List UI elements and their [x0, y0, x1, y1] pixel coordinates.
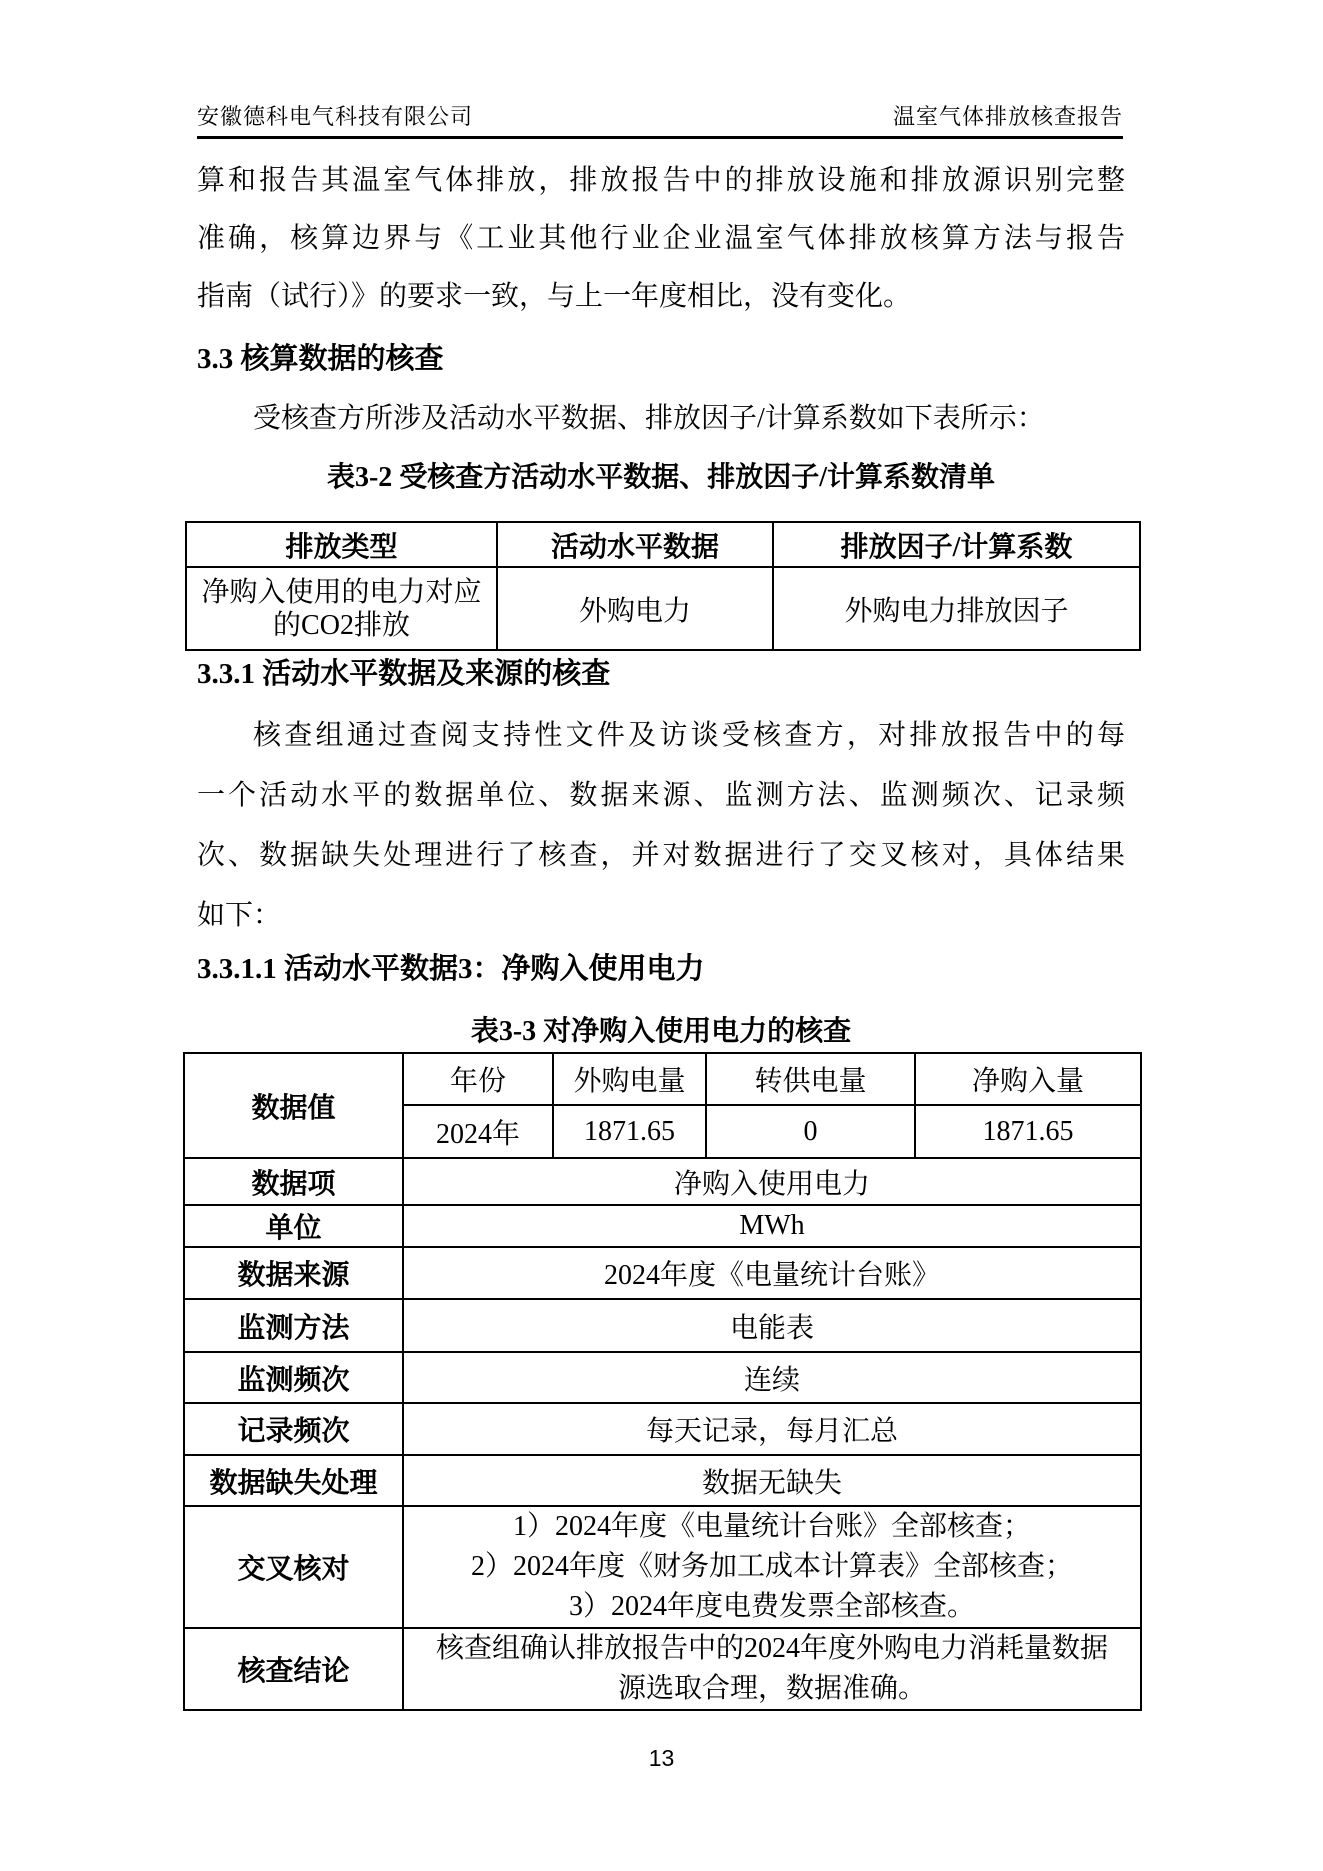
cell-data-source: 2024年度《电量统计台账》	[403, 1247, 1141, 1299]
cell-label-missing-data: 数据缺失处理	[184, 1455, 403, 1506]
table-net-purchased-electricity	[183, 1052, 1142, 1711]
cell-transferred-value: 0	[706, 1105, 915, 1158]
cell-record-frequency: 每天记录，每月汇总	[403, 1403, 1141, 1455]
paragraph-line: 指南（试行）》的要求一致，与上一年度相比，没有变化。	[197, 281, 912, 312]
header-report-title: 温室气体排放核查报告	[892, 104, 1123, 129]
header-company-name: 安徽德科电气科技有限公司	[197, 104, 474, 129]
cell-label-data-value: 数据值	[184, 1053, 403, 1158]
conclusion-line: 源选取合理，数据准确。	[617, 1673, 926, 1704]
table-row-record-frequency	[184, 1403, 1141, 1455]
cell-label-monitor-method: 监测方法	[184, 1299, 403, 1352]
paragraph-table32-intro: 受核查方所涉及活动水平数据、排放因子/计算系数如下表所示：	[253, 403, 1045, 434]
col-header-emission-factor: 排放因子/计算系数	[773, 522, 1140, 567]
cell-monitor-method: 电能表	[403, 1299, 1141, 1352]
cell-header-year: 年份	[403, 1053, 553, 1105]
cell-net-value: 1871.65	[915, 1105, 1141, 1158]
cross-check-line: 2）2024年度《财务加工成本计算表》全部核查；	[470, 1551, 1073, 1582]
cell-emission-type: 净购入使用的电力对应的CO2排放	[186, 567, 497, 650]
table33-caption: 表3-3 对净购入使用电力的核查	[470, 1016, 852, 1047]
table32-caption: 表3-2 受核查方活动水平数据、排放因子/计算系数清单	[326, 462, 996, 493]
col-header-activity-data: 活动水平数据	[497, 522, 773, 567]
cell-year-value: 2024年	[403, 1105, 553, 1158]
paragraph-line: 次、数据缺失处理进行了核查，并对数据进行了交叉核对，具体结果	[197, 840, 1125, 871]
cell-label-conclusion: 核查结论	[184, 1628, 403, 1710]
table-row-monitor-method	[184, 1299, 1141, 1352]
cell-label-data-item: 数据项	[184, 1158, 403, 1205]
table-row-data-source	[184, 1247, 1141, 1299]
paragraph-line: 核查组通过查阅支持性文件及访谈受核查方，对排放报告中的每	[253, 720, 1125, 751]
paragraph-line: 一个活动水平的数据单位、数据来源、监测方法、监测频次、记录频	[197, 780, 1125, 811]
cell-header-net: 净购入量	[915, 1053, 1141, 1105]
table-row-data-value-header	[184, 1053, 1141, 1105]
section-heading-3-3-1: 3.3.1 活动水平数据及来源的核查	[197, 658, 611, 690]
cell-data-item: 净购入使用电力	[403, 1158, 1141, 1205]
cross-check-line: 3）2024年度电费发票全部核查。	[568, 1591, 975, 1622]
cell-label-record-frequency: 记录频次	[184, 1403, 403, 1455]
cell-monitor-frequency: 连续	[403, 1352, 1141, 1403]
table-row	[186, 567, 1140, 650]
cell-label-data-source: 数据来源	[184, 1247, 403, 1299]
col-header-emission-type: 排放类型	[186, 522, 497, 567]
cell-label-cross-check: 交叉核对	[184, 1506, 403, 1628]
cell-cross-check	[403, 1506, 1141, 1628]
table-row-data-item	[184, 1158, 1141, 1205]
cross-check-line: 1）2024年度《电量统计台账》全部核查；	[512, 1511, 1031, 1542]
table-header-row	[186, 522, 1140, 567]
table-row-conclusion	[184, 1628, 1141, 1710]
table-row-cross-check	[184, 1506, 1141, 1628]
paragraph-line: 准确，核算边界与《工业其他行业企业温室气体排放核算方法与报告	[197, 223, 1125, 254]
cell-purchased-value: 1871.65	[553, 1105, 706, 1158]
section-heading-3-3: 3.3 核算数据的核查	[197, 343, 444, 375]
table-row-missing-data	[184, 1455, 1141, 1506]
table-row-monitor-frequency	[184, 1352, 1141, 1403]
page-number: 13	[648, 1745, 675, 1771]
cell-activity-data: 外购电力	[497, 567, 773, 650]
conclusion-line: 核查组确认排放报告中的2024年度外购电力消耗量数据	[435, 1633, 1108, 1664]
cell-label-monitor-frequency: 监测频次	[184, 1352, 403, 1403]
paragraph-accounting-boundary	[197, 152, 1125, 326]
table-row-unit	[184, 1205, 1141, 1247]
cell-missing-data: 数据无缺失	[403, 1455, 1141, 1506]
cell-label-unit: 单位	[184, 1205, 403, 1247]
cell-conclusion	[403, 1628, 1141, 1710]
cell-emission-factor: 外购电力排放因子	[773, 567, 1140, 650]
cell-header-transferred: 转供电量	[706, 1053, 915, 1105]
cell-header-purchased: 外购电量	[553, 1053, 706, 1105]
section-heading-3-3-1-1: 3.3.1.1 活动水平数据3：净购入使用电力	[197, 953, 705, 985]
paragraph-line: 算和报告其温室气体排放，排放报告中的排放设施和排放源识别完整	[197, 165, 1125, 196]
table-activity-data-list	[185, 521, 1141, 651]
cell-unit: MWh	[403, 1205, 1141, 1247]
paragraph-line: 如下：	[197, 900, 282, 931]
paragraph-verification-process	[197, 706, 1125, 946]
header-rule	[197, 136, 1123, 139]
